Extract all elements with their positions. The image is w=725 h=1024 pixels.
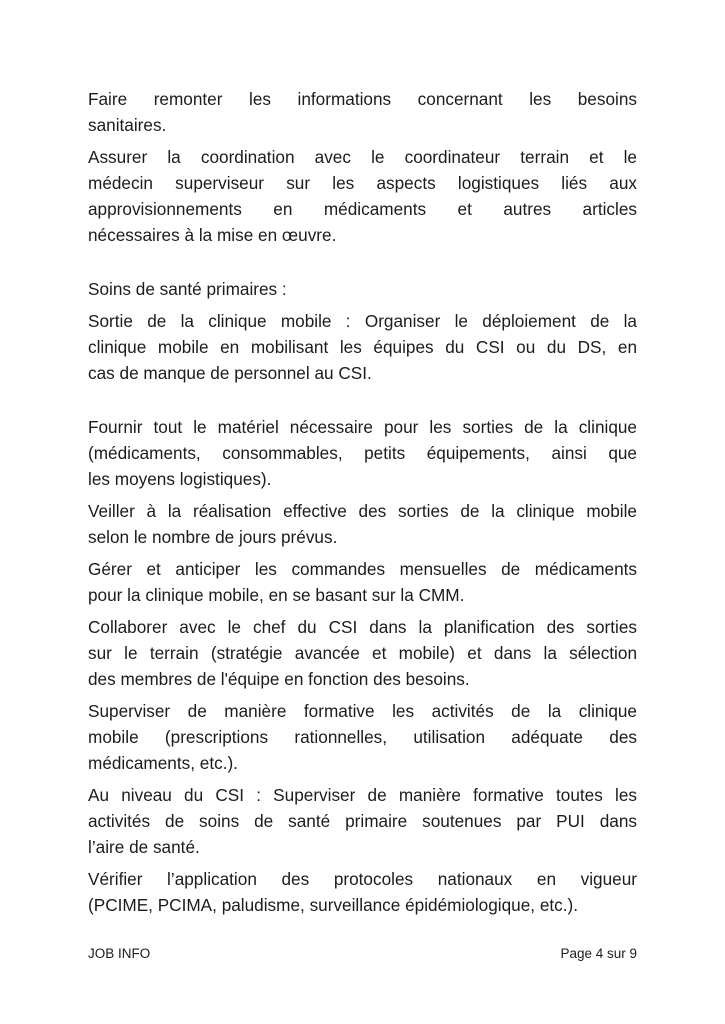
text-line: Au niveau du CSI : Superviser de manière formative toutes les	[88, 785, 637, 805]
text-line: Sortie de la clinique mobile : Organiser le déploiement de la	[88, 311, 637, 331]
text-line: nécessaires à la mise en œuvre.	[88, 225, 337, 245]
text-line: approvisionnements en médicaments et autres articles	[88, 199, 637, 219]
paragraph	[88, 498, 637, 550]
text-line: selon le nombre de jours prévus.	[88, 527, 338, 547]
paragraph	[88, 614, 637, 692]
paragraph	[88, 698, 637, 776]
paragraph	[88, 144, 637, 248]
text-line: Gérer et anticiper les commandes mensuelles de médicaments	[88, 559, 637, 579]
text-line: (médicaments, consommables, petits équipements, ainsi que	[88, 443, 637, 463]
section-heading	[88, 276, 637, 302]
text-line: sur le terrain (stratégie avancée et mobile) et dans la sélection	[88, 643, 637, 663]
text-line: Fournir tout le matériel nécessaire pour les sorties de la clinique	[88, 417, 637, 437]
text-line: l’aire de santé.	[88, 837, 200, 857]
footer-doc-title: JOB INFO	[88, 946, 151, 961]
text-line: Collaborer avec le chef du CSI dans la planification des sorties	[88, 617, 637, 637]
paragraph	[88, 556, 637, 608]
text-line: clinique mobile en mobilisant les équipes du CSI ou du DS, en	[88, 337, 637, 357]
paragraph	[88, 782, 637, 860]
paragraph	[88, 866, 637, 918]
text-line: pour la clinique mobile, en se basant sur la CMM.	[88, 585, 465, 605]
text-line: sanitaires.	[88, 115, 167, 135]
text-line: Superviser de manière formative les activités de la clinique	[88, 701, 637, 721]
document-body	[88, 86, 637, 924]
text-line: Assurer la coordination avec le coordinateur terrain et le	[88, 147, 637, 167]
page-footer	[88, 946, 637, 962]
text-line: les moyens logistiques).	[88, 469, 272, 489]
text-line: des membres de l'équipe en fonction des besoins.	[88, 669, 470, 689]
text-line: médecin superviseur sur les aspects logistiques liés aux	[88, 173, 637, 193]
text-line: activités de soins de santé primaire soutenues par PUI dans	[88, 811, 637, 831]
text-line: Veiller à la réalisation effective des sorties de la clinique mobile	[88, 501, 637, 521]
text-line: cas de manque de personnel au CSI.	[88, 363, 372, 383]
text-line: Soins de santé primaires :	[88, 279, 287, 299]
text-line: Vérifier l’application des protocoles nationaux en vigueur	[88, 869, 637, 889]
paragraph	[88, 308, 637, 386]
text-line: mobile (prescriptions rationnelles, utilisation adéquate des	[88, 727, 637, 747]
text-line: Faire remonter les informations concernant les besoins	[88, 89, 637, 109]
text-line: médicaments, etc.).	[88, 753, 238, 773]
paragraph	[88, 86, 637, 138]
text-line: (PCIME, PCIMA, paludisme, surveillance épidémiologique, etc.).	[88, 895, 579, 915]
paragraph	[88, 414, 637, 492]
footer-page-number: Page 4 sur 9	[560, 946, 637, 961]
